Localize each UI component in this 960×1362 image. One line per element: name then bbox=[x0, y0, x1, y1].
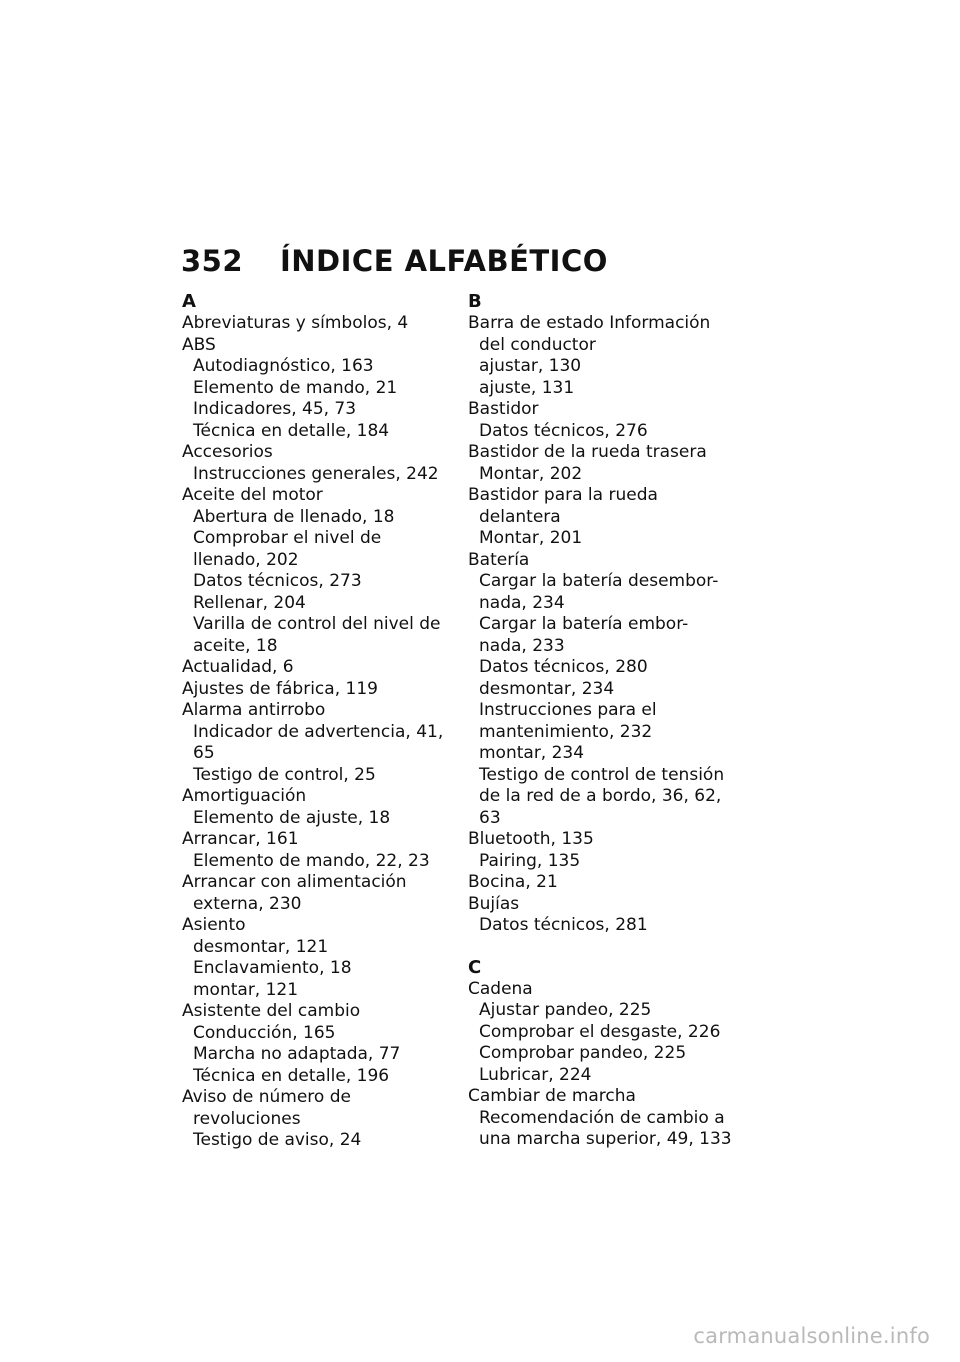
index-subentry: Montar, 201 bbox=[479, 528, 583, 548]
index-subentry: Datos técnicos, 276 bbox=[479, 420, 648, 441]
index-entry-continuation: una marcha superior, 49, 133 bbox=[479, 1129, 732, 1149]
index-entry-continuation: externa, 230 bbox=[193, 893, 302, 914]
watermark: carmanualsonline.info bbox=[693, 1324, 930, 1348]
index-entry: Abreviaturas y símbolos, 4 bbox=[182, 313, 409, 333]
index-entry: Bastidor para la rueda bbox=[468, 485, 658, 505]
index-subentry: Instrucciones generales, 242 bbox=[193, 463, 439, 484]
index-subentry: Varilla de control del nivel de bbox=[193, 614, 441, 634]
index-entry-continuation: 63 bbox=[479, 807, 501, 828]
index-subentry: Técnica en detalle, 184 bbox=[193, 420, 390, 441]
index-subentry: Pairing, 135 bbox=[479, 850, 581, 871]
section-letter: A bbox=[182, 291, 196, 312]
index-subentry: desmontar, 121 bbox=[193, 936, 329, 957]
index-subentry: montar, 121 bbox=[193, 979, 299, 1000]
index-entry: Asiento bbox=[182, 915, 246, 935]
page-number: 352 bbox=[181, 244, 244, 278]
index-entry: Asistente del cambio bbox=[182, 1001, 361, 1021]
index-entry: Arrancar con alimentación bbox=[182, 872, 407, 892]
section-letter: C bbox=[468, 956, 482, 978]
index-column-left bbox=[182, 292, 447, 1151]
index-entry-continuation: 65 bbox=[193, 743, 215, 763]
index-subentry: Abertura de llenado, 18 bbox=[193, 506, 395, 527]
index-entry-continuation: nada, 234 bbox=[479, 592, 565, 613]
index-subentry: Elemento de mando, 22, 23 bbox=[193, 850, 430, 871]
index-entry: Bastidor de la rueda trasera bbox=[468, 442, 707, 462]
index-subentry: Recomendación de cambio a bbox=[479, 1107, 725, 1128]
index-entry: Bocina, 21 bbox=[468, 872, 558, 892]
index-subentry: Ajustar pandeo, 225 bbox=[479, 1000, 652, 1020]
index-subentry: Indicadores, 45, 73 bbox=[193, 399, 357, 419]
index-subentry: Datos técnicos, 280 bbox=[479, 657, 648, 677]
index-entry: Bujías bbox=[468, 893, 520, 914]
index-subentry: Indicador de advertencia, 41, bbox=[193, 721, 444, 742]
index-entry: Aceite del motor bbox=[182, 485, 323, 505]
index-subentry: Marcha no adaptada, 77 bbox=[193, 1044, 401, 1064]
index-subentry: Testigo de control de tensión bbox=[479, 764, 725, 785]
index-subentry: Lubricar, 224 bbox=[479, 1064, 592, 1085]
index-entry: Batería bbox=[468, 549, 530, 570]
page-title: ÍNDICE ALFABÉTICO bbox=[280, 244, 608, 278]
index-subentry: Datos técnicos, 281 bbox=[479, 915, 648, 935]
index-subentry: Montar, 202 bbox=[479, 463, 583, 484]
index-entry: Bluetooth, 135 bbox=[468, 829, 594, 849]
index-entry-continuation: aceite, 18 bbox=[193, 635, 278, 656]
index-subentry: Datos técnicos, 273 bbox=[193, 571, 362, 591]
index-subentry: desmontar, 234 bbox=[479, 678, 615, 699]
index-entry: Ajustes de fábrica, 119 bbox=[182, 678, 378, 699]
index-entry: Bastidor bbox=[468, 399, 539, 419]
index-subentry: Comprobar el desgaste, 226 bbox=[479, 1021, 721, 1042]
index-entry: Actualidad, 6 bbox=[182, 657, 294, 677]
index-subentry: Testigo de aviso, 24 bbox=[193, 1130, 362, 1150]
index-column-right bbox=[468, 292, 743, 1150]
index-subentry: Comprobar pandeo, 225 bbox=[479, 1043, 687, 1063]
index-entry-continuation: delantera bbox=[479, 506, 561, 527]
index-entry: Barra de estado Información bbox=[468, 313, 711, 333]
index-subentry: ajuste, 131 bbox=[479, 377, 575, 398]
index-subentry: Instrucciones para el bbox=[479, 700, 657, 720]
index-entry: Cadena bbox=[468, 978, 533, 999]
index-entry: Alarma antirrobo bbox=[182, 700, 326, 720]
index-subentry: Cargar la batería desembor- bbox=[479, 571, 719, 591]
page-header bbox=[181, 244, 608, 278]
index-subentry: Técnica en detalle, 196 bbox=[193, 1065, 390, 1086]
index-entry: Accesorios bbox=[182, 442, 273, 462]
index-entry: Arrancar, 161 bbox=[182, 829, 299, 849]
index-entry: Cambiar de marcha bbox=[468, 1086, 636, 1106]
index-subentry: Cargar la batería embor- bbox=[479, 614, 689, 634]
index-subentry: Enclavamiento, 18 bbox=[193, 958, 352, 978]
index-subentry: Conducción, 165 bbox=[193, 1022, 336, 1043]
index-subentry: Autodiagnóstico, 163 bbox=[193, 356, 374, 376]
index-subentry: Rellenar, 204 bbox=[193, 592, 306, 613]
index-subentry: Comprobar el nivel de bbox=[193, 528, 382, 548]
index-entry-continuation: revoluciones bbox=[193, 1108, 301, 1129]
index-subentry: Testigo de control, 25 bbox=[193, 764, 376, 785]
index-entry: ABS bbox=[182, 334, 216, 355]
index-entry-continuation: del conductor bbox=[479, 334, 596, 355]
index-subentry: montar, 234 bbox=[479, 743, 585, 763]
index-entry-continuation: mantenimiento, 232 bbox=[479, 721, 653, 742]
section-letter: B bbox=[468, 291, 482, 312]
index-entry-continuation: nada, 233 bbox=[479, 635, 565, 656]
index-subentry: Elemento de mando, 21 bbox=[193, 377, 398, 398]
index-entry: Amortiguación bbox=[182, 786, 307, 806]
index-subentry: ajustar, 130 bbox=[479, 356, 582, 376]
index-entry: Aviso de número de bbox=[182, 1087, 351, 1107]
index-subentry: Elemento de ajuste, 18 bbox=[193, 807, 391, 828]
index-entry-continuation: de la red de a bordo, 36, 62, bbox=[479, 786, 722, 806]
index-entry-continuation: llenado, 202 bbox=[193, 549, 299, 570]
